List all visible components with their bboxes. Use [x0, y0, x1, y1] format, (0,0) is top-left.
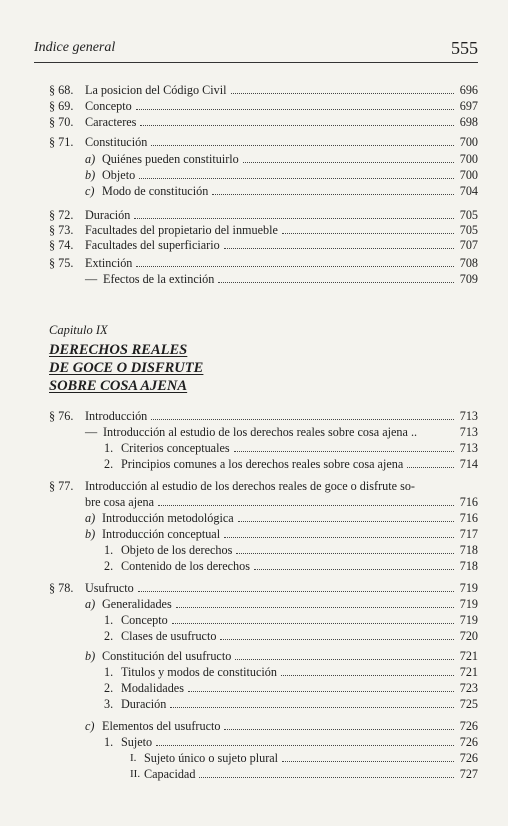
dot-leader — [235, 648, 454, 660]
entry-row — [102, 526, 478, 542]
entry-page-number: 725 — [459, 697, 478, 711]
entry-row — [121, 440, 478, 456]
dot-leader — [136, 98, 454, 110]
toc-entry — [0, 680, 508, 696]
entry-page-number: 696 — [459, 83, 478, 97]
toc-entry — [0, 222, 508, 238]
entry-text: Criterios conceptuales — [121, 441, 230, 455]
entry-page-number: 708 — [459, 256, 478, 270]
entry-text: Contenido de los derechos — [121, 559, 250, 573]
toc-entry — [0, 580, 508, 596]
dot-leader — [199, 766, 454, 778]
entry-text: Modo de constitución — [102, 184, 209, 198]
entry-row — [85, 82, 478, 98]
entry-page-number: 720 — [459, 629, 478, 643]
entry-text: Duración — [121, 697, 167, 711]
toc-entry — [0, 628, 508, 644]
item-marker: b) — [85, 649, 96, 663]
entry-page-number: 704 — [459, 184, 478, 198]
header-title: Indice general — [34, 40, 116, 55]
entry-text: Generalidades — [102, 597, 172, 611]
item-marker: 1. — [104, 735, 114, 749]
entry-text: Concepto — [85, 99, 132, 113]
entry-text: Extinción — [85, 256, 133, 270]
page-number: 555 — [451, 38, 478, 58]
toc-entry — [0, 151, 508, 167]
entry-text: Concepto — [121, 613, 168, 627]
entry-page-number: 705 — [459, 208, 478, 222]
entry-page-number: 726 — [459, 735, 478, 749]
dot-leader — [224, 526, 454, 538]
section-number: § 77. — [49, 479, 74, 493]
toc-entry — [0, 734, 508, 750]
entry-page-number: 718 — [459, 559, 478, 573]
entry-page-number: 698 — [459, 115, 478, 129]
entry-page-number: 721 — [459, 649, 478, 663]
entry-row — [85, 98, 478, 114]
entry-row — [121, 664, 478, 680]
entry-row — [121, 558, 478, 574]
entry-page-number: 713 — [459, 441, 478, 455]
toc-entry — [0, 510, 508, 526]
dot-leader — [238, 510, 454, 522]
entry-text: La posicion del Código Civil — [85, 83, 227, 97]
entry-row — [102, 718, 478, 734]
dot-leader — [421, 425, 454, 436]
dot-leader — [224, 718, 454, 730]
entry-text: Introducción — [85, 409, 148, 423]
toc-entry — [0, 596, 508, 612]
entry-row — [85, 494, 478, 510]
entry-page-number: 709 — [459, 272, 478, 286]
entry-page-number: 719 — [459, 613, 478, 627]
dot-leader — [151, 134, 454, 146]
dot-leader — [218, 271, 454, 283]
section-number: § 69. — [49, 99, 74, 113]
entry-text: Introducción al estudio de los derechos reales sobre cosa ajena .. — [103, 425, 418, 439]
entry-row — [85, 207, 478, 223]
entry-row — [121, 612, 478, 628]
toc-entry — [0, 82, 508, 98]
entry-page-number: 697 — [459, 99, 478, 113]
entry-page-number: 716 — [459, 495, 478, 509]
toc-entry — [0, 718, 508, 734]
entry-page-number: 714 — [459, 457, 478, 471]
item-marker: 1. — [104, 613, 114, 627]
dot-leader — [151, 408, 454, 420]
entry-page-number: 707 — [459, 238, 478, 252]
toc-entry — [0, 271, 508, 287]
entry-text: Objeto de los derechos — [121, 543, 233, 557]
entry-row — [102, 183, 478, 199]
dot-leader — [281, 664, 454, 676]
section-number: § 70. — [49, 115, 74, 129]
entry-row — [144, 766, 478, 782]
toc-entry — [0, 440, 508, 456]
toc-entry — [0, 648, 508, 664]
item-marker: a) — [85, 152, 96, 166]
entry-row — [85, 580, 478, 596]
entry-row — [103, 271, 478, 287]
entry-row — [102, 596, 478, 612]
entry-text: Caracteres — [85, 115, 137, 129]
entry-page-number: 721 — [459, 665, 478, 679]
entry-text: Duración — [85, 208, 131, 222]
toc-entry — [0, 542, 508, 558]
entry-row — [103, 424, 478, 440]
entry-page-number: 719 — [459, 581, 478, 595]
dot-leader — [136, 255, 454, 267]
entry-text: Capacidad — [144, 767, 196, 781]
running-header — [34, 38, 478, 63]
entry-page-number: 700 — [459, 135, 478, 149]
toc-entry-77 — [0, 478, 508, 494]
entry-row — [85, 134, 478, 150]
item-marker: 1. — [104, 441, 114, 455]
toc-entry — [0, 612, 508, 628]
toc-entry — [0, 134, 508, 150]
item-marker: a) — [85, 511, 96, 525]
entry-text: Elementos del usufructo — [102, 719, 221, 733]
section-number: § 71. — [49, 135, 74, 149]
section-number: § 74. — [49, 238, 74, 252]
toc-entry — [0, 456, 508, 472]
entry-page-number: 726 — [459, 751, 478, 765]
item-marker: 2. — [104, 457, 114, 471]
entry-text: Titulos y modos de constitución — [121, 665, 277, 679]
chapter-title — [49, 341, 203, 395]
toc-entry — [0, 207, 508, 223]
entry-text: Introducción al estudio de los derechos reales de goce o disfrute so- — [85, 479, 415, 493]
dot-leader — [282, 750, 454, 762]
toc-entry — [0, 424, 508, 440]
dot-leader — [231, 82, 454, 94]
item-marker: II. — [130, 768, 141, 780]
entry-page-number: 717 — [459, 527, 478, 541]
item-marker: 1. — [104, 665, 114, 679]
chapter-title-line: DERECHOS REALES — [49, 342, 188, 358]
section-number: § 68. — [49, 83, 74, 97]
entry-page-number: 713 — [459, 425, 478, 439]
entry-text: Quiénes pueden constituirlo — [102, 152, 239, 166]
toc-entry — [0, 98, 508, 114]
item-marker: 2. — [104, 559, 114, 573]
dot-leader — [139, 167, 454, 179]
entry-text: Efectos de la extinción — [103, 272, 215, 286]
dot-leader — [407, 456, 454, 468]
dot-leader — [188, 680, 454, 692]
dot-leader — [212, 183, 454, 195]
item-marker: c) — [85, 184, 95, 198]
entry-page-number: 716 — [459, 511, 478, 525]
entry-row — [102, 151, 478, 167]
section-number: § 78. — [49, 581, 74, 595]
entry-row — [121, 734, 478, 750]
entry-row — [102, 510, 478, 526]
item-marker: c) — [85, 719, 95, 733]
dot-leader — [224, 237, 454, 249]
section-number: § 73. — [49, 223, 74, 237]
item-marker: 3. — [104, 697, 114, 711]
dot-leader — [134, 207, 454, 219]
entry-row — [102, 167, 478, 183]
section-number: § 72. — [49, 208, 74, 222]
toc-entry — [0, 237, 508, 253]
entry-row — [85, 114, 478, 130]
entry-text: Sujeto — [121, 735, 153, 749]
entry-page-number: 719 — [459, 597, 478, 611]
dot-leader — [138, 580, 454, 592]
item-marker: 1. — [104, 543, 114, 557]
item-marker: 2. — [104, 681, 114, 695]
toc-entry — [0, 255, 508, 271]
toc-entry — [0, 750, 508, 766]
chapter-label: Capitulo IX — [49, 323, 108, 337]
dot-leader — [254, 558, 454, 570]
entry-text: Constitución — [85, 135, 148, 149]
entry-text: Principios comunes a los derechos reales sobre cosa ajena — [121, 457, 404, 471]
item-marker: — — [85, 272, 98, 286]
entry-row — [85, 408, 478, 424]
toc-entry — [0, 114, 508, 130]
entry-row — [121, 628, 478, 644]
toc-entry — [0, 696, 508, 712]
entry-text: Clases de usufructo — [121, 629, 217, 643]
item-marker: a) — [85, 597, 96, 611]
toc-entry — [0, 167, 508, 183]
toc-entry — [0, 494, 508, 510]
entry-row — [144, 750, 478, 766]
item-marker: 2. — [104, 629, 114, 643]
entry-page-number: 718 — [459, 543, 478, 557]
entry-text: Facultades del propietario del inmueble — [85, 223, 278, 237]
entry-text: Facultades del superficiario — [85, 238, 220, 252]
toc-entry — [0, 558, 508, 574]
dot-leader — [220, 628, 454, 640]
dot-leader — [170, 696, 454, 708]
dot-leader — [172, 612, 454, 624]
entry-text: Constitución del usufructo — [102, 649, 232, 663]
entry-text: Objeto — [102, 168, 136, 182]
dot-leader — [243, 151, 454, 163]
item-marker: I. — [130, 752, 137, 764]
entry-text: Introducción conceptual — [102, 527, 221, 541]
entry-page-number: 700 — [459, 152, 478, 166]
item-marker: b) — [85, 168, 96, 182]
entry-text: bre cosa ajena — [85, 495, 155, 509]
toc-entry — [0, 664, 508, 680]
chapter-title-line: DE GOCE O DISFRUTE — [49, 360, 204, 376]
entry-page-number: 727 — [459, 767, 478, 781]
entry-row — [85, 222, 478, 238]
entry-text: Modalidades — [121, 681, 184, 695]
entry-row — [102, 648, 478, 664]
entry-row — [85, 237, 478, 253]
entry-row — [121, 680, 478, 696]
entry-row — [121, 696, 478, 712]
toc-entry — [0, 408, 508, 424]
dot-leader — [158, 494, 454, 506]
entry-row — [85, 255, 478, 271]
item-marker: b) — [85, 527, 96, 541]
entry-page-number: 713 — [459, 409, 478, 423]
entry-page-number: 723 — [459, 681, 478, 695]
entry-row — [121, 456, 478, 472]
dot-leader — [140, 114, 454, 126]
entry-page-number: 726 — [459, 719, 478, 733]
entry-page-number: 705 — [459, 223, 478, 237]
entry-text: Introducción metodológica — [102, 511, 234, 525]
dot-leader — [236, 542, 454, 554]
dot-leader — [156, 734, 454, 746]
dot-leader — [282, 222, 454, 234]
toc-entry — [0, 183, 508, 199]
section-number: § 76. — [49, 409, 74, 423]
entry-page-number: 700 — [459, 168, 478, 182]
entry-text: Sujeto único o sujeto plural — [144, 751, 279, 765]
item-marker: — — [85, 425, 98, 439]
dot-leader — [176, 596, 454, 608]
chapter-title-line: SOBRE COSA AJENA — [49, 378, 188, 394]
entry-text: Usufructo — [85, 581, 134, 595]
dot-leader — [234, 440, 454, 452]
section-number: § 75. — [49, 256, 74, 270]
toc-entry — [0, 766, 508, 782]
entry-row — [121, 542, 478, 558]
toc-entry — [0, 526, 508, 542]
